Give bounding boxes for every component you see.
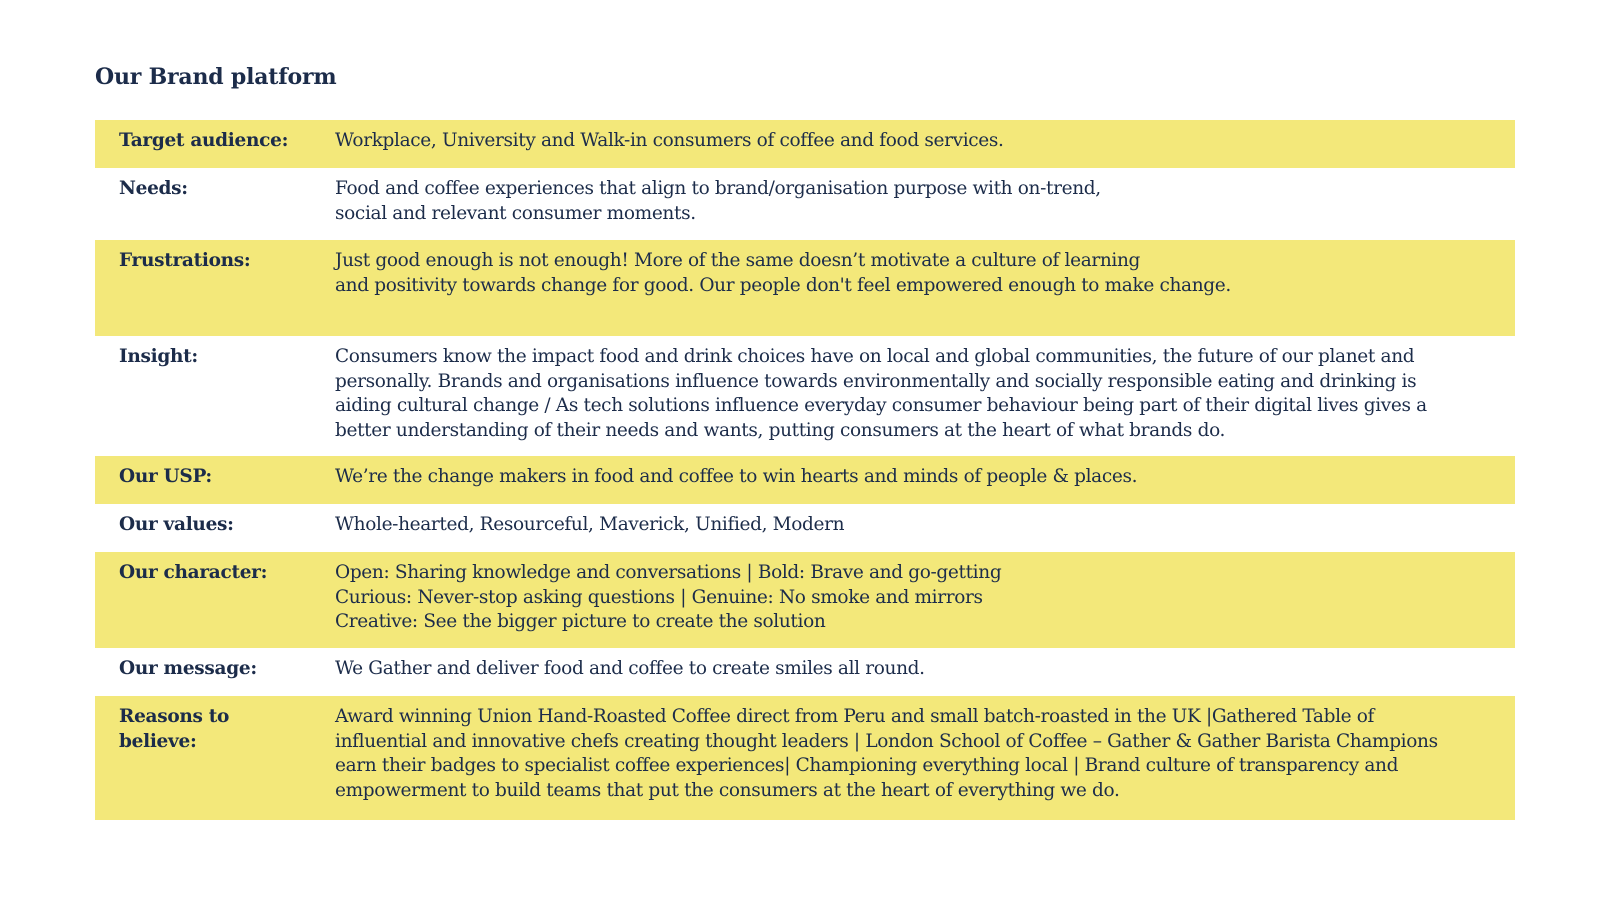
row-label: Frustrations: bbox=[119, 250, 251, 271]
label-line: Reasons to bbox=[119, 706, 230, 727]
row-frustrations bbox=[95, 240, 1515, 336]
value-line: We Gather and deliver food and coffee to create smiles all round. bbox=[335, 658, 925, 679]
row-value bbox=[335, 657, 1515, 696]
value-line: earn their badges to specialist coffee experiences| Championing everything local | Brand culture of transparency and bbox=[335, 755, 1399, 776]
value-line: aiding cultural change / As tech solutions influence everyday consumer behaviour being part of their digital lives gives a bbox=[335, 395, 1427, 416]
row-insight bbox=[95, 336, 1515, 456]
row-label: Insight: bbox=[119, 346, 198, 367]
row-value bbox=[335, 129, 1515, 168]
value-line: Just good enough is not enough! More of the same doesn’t motivate a culture of learning bbox=[335, 250, 1141, 271]
row-label: Our character: bbox=[119, 562, 268, 583]
brand-platform-table bbox=[95, 120, 1515, 820]
row-needs bbox=[95, 168, 1515, 240]
row-value bbox=[335, 705, 1515, 820]
row-our-usp bbox=[95, 456, 1515, 504]
row-target-audience bbox=[95, 120, 1515, 168]
row-value bbox=[335, 561, 1515, 648]
row-value bbox=[335, 249, 1515, 336]
value-line: personally. Brands and organisations influence towards environmentally and socially responsible eating and drinking is bbox=[335, 370, 1417, 392]
row-our-character bbox=[95, 552, 1515, 648]
row-reasons-to-believe bbox=[95, 696, 1515, 820]
row-value bbox=[335, 345, 1515, 456]
row-our-message bbox=[95, 648, 1515, 696]
value-line: social and relevant consumer moments. bbox=[335, 202, 696, 224]
row-value bbox=[335, 465, 1515, 504]
row-label: Our values: bbox=[119, 514, 234, 535]
value-line: Award winning Union Hand-Roasted Coffee direct from Peru and small batch-roasted in the UK |Gathered Table of bbox=[335, 706, 1375, 727]
row-label: Target audience: bbox=[119, 130, 289, 151]
value-line: better understanding of their needs and wants, putting consumers at the heart of what brands do. bbox=[335, 419, 1226, 441]
page-title: Our Brand platform bbox=[95, 64, 337, 90]
row-label bbox=[119, 705, 335, 820]
value-line: empowerment to build teams that put the consumers at the heart of everything we do. bbox=[335, 779, 1120, 801]
row-label: Our message: bbox=[119, 658, 257, 679]
value-line: Whole-hearted, Resourceful, Maverick, Unified, Modern bbox=[335, 514, 845, 535]
row-label: Needs: bbox=[119, 178, 188, 199]
label-line: believe: bbox=[119, 730, 197, 752]
row-our-values bbox=[95, 504, 1515, 552]
row-label: Our USP: bbox=[119, 466, 212, 487]
value-line: influential and innovative chefs creating thought leaders | London School of Coffee – Gather & Gather Barista Champions bbox=[335, 730, 1438, 752]
value-line: Curious: Never-stop asking questions | Genuine: No smoke and mirrors bbox=[335, 586, 983, 608]
value-line: Workplace, University and Walk-in consumers of coffee and food services. bbox=[335, 130, 1004, 151]
row-value bbox=[335, 177, 1515, 240]
value-line: and positivity towards change for good. Our people don't feel empowered enough to make change. bbox=[335, 274, 1231, 296]
value-line: Consumers know the impact food and drink choices have on local and global communities, the future of our planet and bbox=[335, 346, 1415, 367]
value-line: Open: Sharing knowledge and conversations | Bold: Brave and go-getting bbox=[335, 562, 1002, 583]
value-line: Food and coffee experiences that align to brand/organisation purpose with on-trend, bbox=[335, 178, 1101, 199]
value-line: We’re the change makers in food and coffee to win hearts and minds of people & places. bbox=[335, 466, 1138, 487]
row-value bbox=[335, 513, 1515, 552]
value-line: Creative: See the bigger picture to create the solution bbox=[335, 611, 826, 632]
